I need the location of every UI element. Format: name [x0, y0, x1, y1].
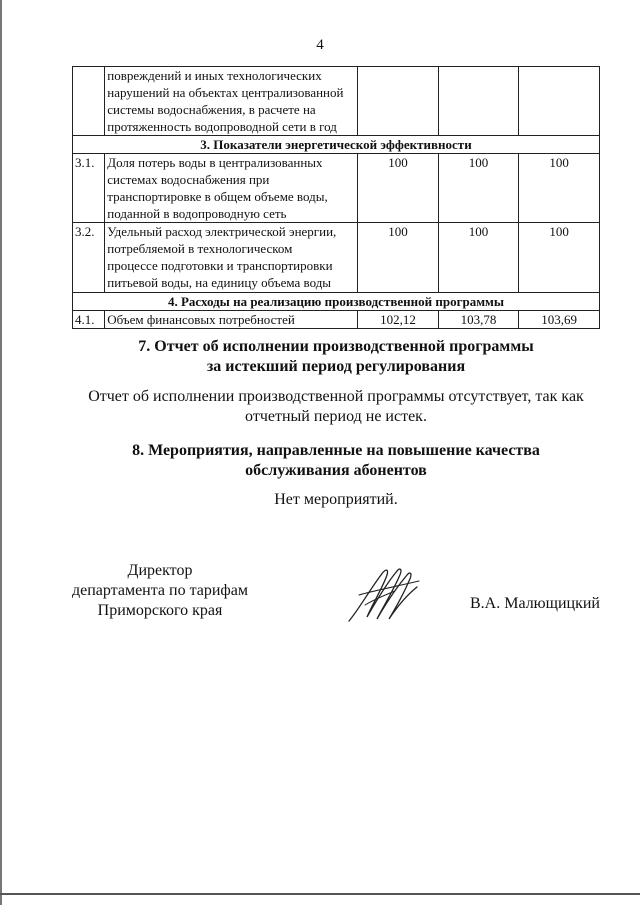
row-number: 3.1.: [73, 154, 105, 223]
section-row: [73, 136, 600, 154]
table-row: [73, 311, 600, 329]
section8-title-line: обслуживания абонентов: [245, 462, 427, 479]
value-cell: 100: [519, 223, 600, 293]
value-cell: [438, 67, 519, 136]
desc-line: системы водоснабжения, в расчете на: [107, 102, 316, 117]
signatory-title-line: Приморского края: [97, 602, 223, 619]
value-cell: 100: [438, 154, 519, 223]
section-heading: 3. Показатели энергетической эффективности: [73, 136, 600, 154]
table-row: [73, 223, 600, 293]
section7-text-line: отчетный период не истек.: [245, 408, 427, 425]
row-description: [105, 154, 358, 223]
desc-line: протяженность водопроводной сети в год: [107, 119, 337, 134]
desc-line: питьевой воды, на единицу объема воды: [107, 275, 332, 290]
value-cell: [519, 67, 600, 136]
row-description: Объем финансовых потребностей: [105, 311, 358, 329]
signatory-title-line: департамента по тарифам: [71, 582, 249, 599]
desc-line: повреждений и иных технологических: [107, 68, 322, 83]
value-cell: 102,12: [358, 311, 439, 329]
row-number: 3.2.: [73, 223, 105, 293]
section7-title-line: 7. Отчет об исполнении производственной программы: [138, 338, 534, 355]
page-number: 4: [316, 37, 324, 53]
indicators-table: [72, 66, 600, 329]
row-number: 4.1.: [73, 311, 105, 329]
value-cell: 100: [438, 223, 519, 293]
section7-text: [0, 387, 640, 427]
section8-text: Нет мероприятий.: [274, 491, 398, 508]
value-cell: 100: [519, 154, 600, 223]
value-cell: 103,78: [438, 311, 519, 329]
signatory-title-line: Директор: [127, 562, 193, 579]
desc-line: Удельный расход электрической энергии,: [107, 224, 337, 239]
row-description: [105, 67, 358, 136]
section8-title-line: 8. Мероприятия, направленные на повышение качества: [132, 442, 540, 459]
value-cell: [358, 67, 439, 136]
section8-title: [0, 441, 640, 481]
table-row: [73, 154, 600, 223]
value-cell: 103,69: [519, 311, 600, 329]
row-number: [73, 67, 105, 136]
section-heading: 4. Расходы на реализацию производственной программы: [73, 293, 600, 311]
desc-line: Доля потерь воды в централизованных: [107, 155, 323, 170]
row-description: [105, 223, 358, 293]
signatory-title: [60, 561, 260, 621]
desc-line: транспортировке в общем объеме воды,: [107, 189, 328, 204]
section7-title-line: за истекший период регулирования: [206, 358, 466, 375]
scan-edge-bottom: [0, 893, 640, 895]
value-cell: 100: [358, 223, 439, 293]
desc-line: процессе подготовки и транспортировки: [107, 258, 333, 273]
desc-line: потребляемой в технологическом: [107, 241, 293, 256]
handwritten-signature: [345, 565, 425, 625]
desc-line: нарушений на объектах централизованной: [107, 85, 344, 100]
desc-line: поданной в водопроводную сеть: [107, 206, 287, 221]
section-row: [73, 293, 600, 311]
desc-line: системах водоснабжения при: [107, 172, 270, 187]
signatory-name: В.А. Малющицкий: [470, 595, 600, 612]
section7-title: [0, 337, 640, 377]
value-cell: 100: [358, 154, 439, 223]
section7-text-line: Отчет об исполнении производственной программы отсутствует, так как: [88, 388, 584, 405]
table-row: [73, 67, 600, 136]
